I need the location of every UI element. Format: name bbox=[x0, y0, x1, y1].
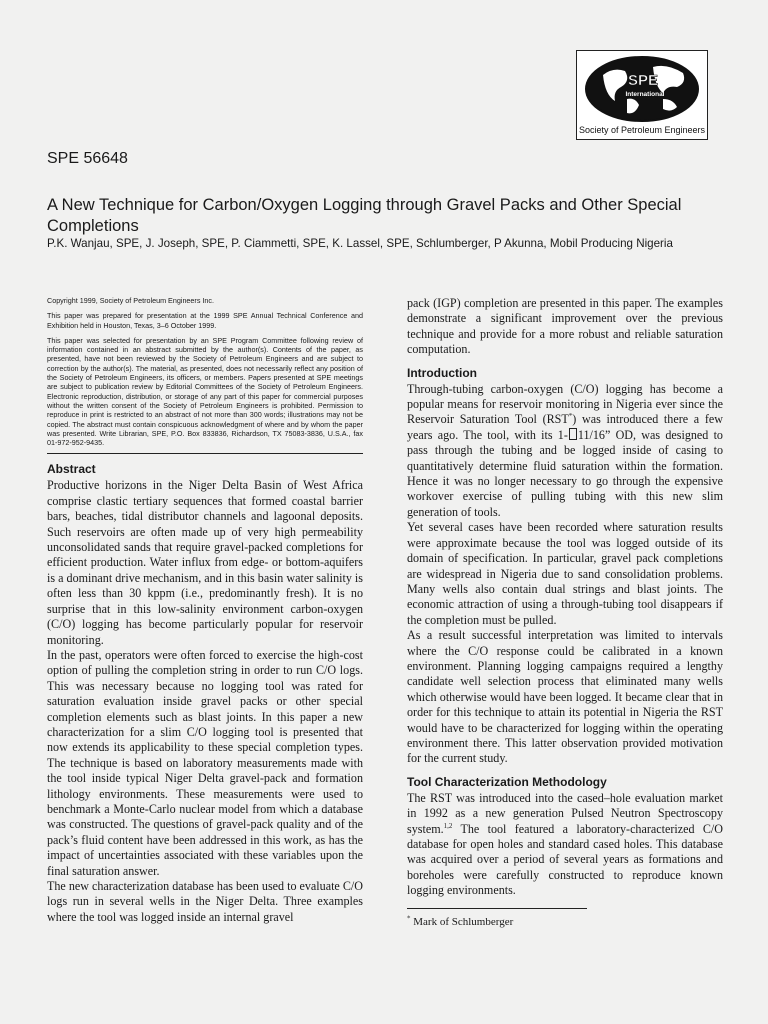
abstract-paragraph-2: In the past, operators were often forced to exercise the high-cost option of pulling the completion string in order to run C/O logs. This was necessary because no logging tool was rated for saturation evaluation inside gravel packs or other special completion elements such as blast joints. In this paper a new characterization for a slim C/O logging tool is presented that now extends its applicability to these special completion types. The technique is based on laboratory measurements made with the tool inside typical Niger Delta gravel-pack and formation lithology environments. These measurements were used to benchmark a Monte-Carlo nuclear model from which a database was constructed. The questions of gravel-pack quality and of the pack’s fluid content have been addressed in this work, as has the impact of uncertainties associated with these variables upon the final saturation answer. bbox=[47, 647, 363, 878]
missing-glyph-box bbox=[569, 428, 577, 440]
introduction-paragraph-1 bbox=[407, 382, 723, 521]
abstract-paragraph-1: Productive horizons in the Niger Delta Basin of West Africa comprise clastic tertiary sequences that formed coastal barrier bars, beaches, tidal distributor channels and lagoonal deposits. Such reservoirs are often made up of very high permeability unconsolidated sands that require gravel-packed completions for efficient production. Water influx from edge- or bottom-aquifers is a dominant drive mechanism, and in this basin water salinity is often less than 30 kppm (i.e., predominantly fresh). It is no surprise that in this low-salinity environment carbon-oxygen (C/O) logging has become particularly popular for reservoir monitoring. bbox=[47, 478, 363, 647]
right-column bbox=[407, 296, 723, 899]
logo-sub-text: International bbox=[625, 91, 665, 98]
intro-p1-part-b: ) was introduced there a few years ago. The tool, with its 1- bbox=[407, 412, 723, 442]
spe-logo bbox=[576, 50, 708, 140]
tool-p1-part-a: The RST was introduced into the cased–hole evaluation market in 1992 as a new generation Pulsed Neutron Spectroscopy system. bbox=[407, 790, 723, 836]
author-list: P.K. Wanjau, SPE, J. Joseph, SPE, P. Ciammetti, SPE, K. Lassel, SPE, Schlumberger, P Akunna, Mobil Producing Nigeria bbox=[47, 237, 673, 250]
logo-main-text: SPE bbox=[627, 72, 659, 89]
introduction-paragraph-2: Yet several cases have been recorded where saturation results were approximate because the tool was logged outside of its domain of specification. In particular, gravel pack completions are widespread in Nigeria due to sand consolidation problems. Many wells also contain dual strings and blast joints. The economic attraction of using a through-tubing tool disappears if the completion must be pulled. bbox=[407, 520, 723, 627]
tool-characterization-paragraph-1 bbox=[407, 791, 723, 899]
footnote-divider bbox=[407, 908, 587, 909]
paper-title: A New Technique for Carbon/Oxygen Logging through Gravel Packs and Other Special Completions bbox=[47, 196, 682, 235]
introduction-section bbox=[407, 366, 723, 767]
abstract-paragraph-3: The new characterization database has been used to evaluate C/O logs run in several wells in the Niger Delta. Three examples where the tool was logged inside an internal gravel bbox=[47, 879, 363, 924]
intro-p1-part-a: Through-tubing carbon-oxygen (C/O) logging has become a popular means for reservoir monitoring in Nigeria ever since the Reservoir Saturation Tool (RST bbox=[407, 381, 723, 427]
review-note: This paper was selected for presentation by an SPE Program Committee following review of information contained in an abstract submitted by the author(s). Contents of the paper, as presented, have not been reviewed by the Society of Petroleum Engineers and are subject to correction by the author(s). The material, as presented, does not necessarily reflect any position of the Society of Petroleum Engineers, its officers, or members. Papers presented at SPE meetings are subject to publication review by Editorial Committees of the Society of Petroleum Engineers. Electronic reproduction, distribution, or storage of any part of this paper for commercial purposes without the written consent of the Society of Petroleum Engineers is prohibited. Permission to reproduce in print is restricted to an abstract of not more than 300 words; illustrations may not be copied. The abstract must contain conspicuous acknowledgment of where and by whom the paper was presented. Write Librarian, SPE, P.O. Box 833836, Richardson, TX 75083-3836, U.S.A., fax 01-972-952-9435. bbox=[47, 335, 363, 448]
conference-note: This paper was prepared for presentation at the 1999 SPE Annual Technical Conference and Exhibition held in Houston, Texas, 3–6 October 1999. bbox=[47, 311, 363, 330]
front-matter-divider bbox=[47, 453, 363, 454]
logo-caption: Society of Petroleum Engineers bbox=[578, 125, 706, 135]
globe-icon bbox=[583, 55, 701, 123]
footnote-marker: * bbox=[407, 914, 411, 923]
introduction-heading: Introduction bbox=[407, 365, 477, 380]
intro-p1-part-c: 11/16” OD, was designed to pass through the tubing and be logged inside of casing to quantitatively determine fluid saturation within the formation. Hence it was no longer necessary to go through the expensive workover exercise of pulling tubing with this new slim generation of tools. bbox=[407, 427, 723, 519]
footnote-text: Mark of Schlumberger bbox=[410, 916, 514, 928]
trademark-marker: * bbox=[568, 412, 573, 421]
footnote bbox=[407, 916, 513, 928]
tool-p1-part-b: The tool featured a laboratory-characterized C/O database for open holes and standard cased holes. This database was acquired over a period of several years as formations and boreholes were carefully constructed to reproduce known logging environments. bbox=[407, 821, 723, 898]
copyright-notice: Copyright 1999, Society of Petroleum Engineers Inc. bbox=[47, 296, 215, 305]
abstract-heading: Abstract bbox=[47, 462, 96, 477]
abstract-paragraph-3-continued: pack (IGP) completion are presented in this paper. The examples demonstrate a significant improvement over the previous technique and provide for a more robust and reliable saturation computation. bbox=[407, 296, 723, 357]
reference-marker: 1,2 bbox=[443, 821, 453, 830]
left-column bbox=[47, 296, 363, 925]
tool-characterization-heading: Tool Characterization Methodology bbox=[407, 774, 607, 789]
paper-number: SPE 56648 bbox=[47, 150, 128, 167]
introduction-paragraph-3: As a result successful interpretation was limited to intervals where the C/O response could be calibrated in a known environment. Planning logging campaigns required a lengthy candidate well selection process that eliminated many wells which otherwise would have been logged. It became clear that in order for this technique to attain its potential in Nigeria the RST would have to be characterized for logging within the operating environment there. This latter observation provided motivation for the current study. bbox=[407, 628, 723, 766]
tool-characterization-section bbox=[407, 775, 723, 899]
